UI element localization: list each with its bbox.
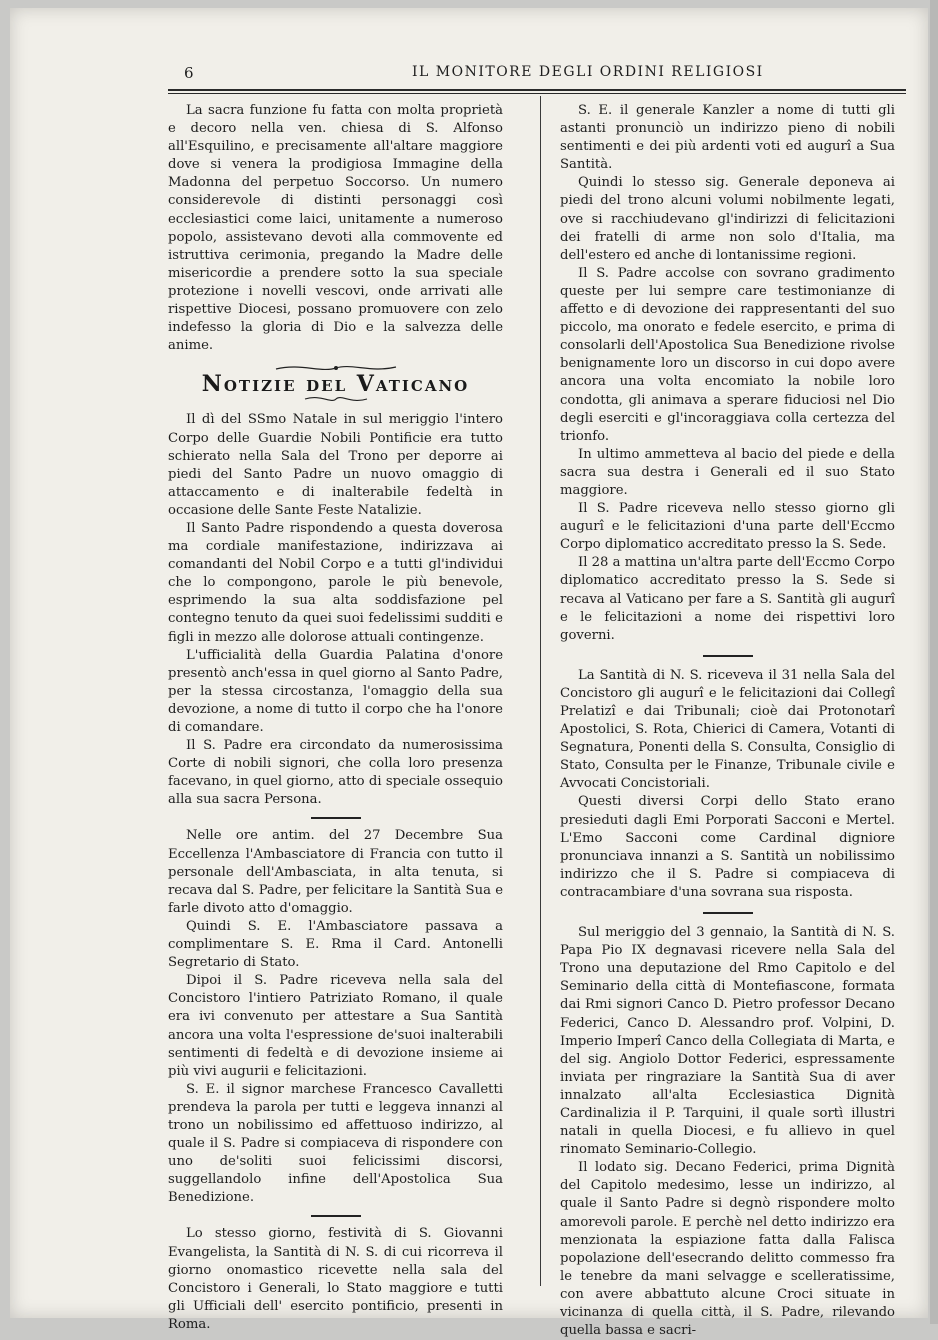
- separator-rule: [703, 912, 753, 914]
- paragraph: Il S. Padre accolse con sovrano gradimento queste per lui sempre care testimonianze di affetto e di devozione dei rappresentanti del suo piccolo, ma onorato e fedele esercito, e prima di consolarli dell'Apostolica Sua Benedizione rivolse benignamente loro un discorso in cui dopo avere ancora una volta encomiato la nobile loro condotta, gli animava a sperare fiduciosi nel Dio degli eserciti e gl'incoraggiava colla certezza del trionfo.: [560, 265, 895, 444]
- paragraph: Quindi S. E. l'Ambasciatore passava a complimentare S. E. Rma il Card. Antonelli Segretario di Stato.: [168, 918, 503, 971]
- paragraph: Sul meriggio del 3 gennaio, la Santità di N. S. Papa Pio IX degnavasi ricevere nella Sala del Trono una deputazione del Rmo Capitolo e del Seminario della città di Montefiascone, formata dai Rmi signori Canco D. Pietro professor Decano Federici, Canco D. Alessandro prof. Volpini, D. Imperio Imperî Canco della Collegiata di Marta, e del sig. Angiolo Dottor Federici, espressamente inviata per ringraziare la Santità Sua di aver innalzato all'alta Ecclesiastica Dignità Cardinalizia il P. Tarquini, il quale sortì illustri natali in quella Diocesi, e fu allievo in quel rinomato Seminario-Collegio.: [560, 925, 895, 1158]
- separator-rule: [311, 817, 361, 819]
- paragraph: Il 28 a mattina un'altra parte dell'Eccmo Corpo diplomatico accreditato presso la S. Sede si recava al Vaticano per fare a S. Santità gli augurî e le felicitazioni a nome dei rispettivi loro governi.: [560, 555, 895, 643]
- paragraph: Il S. Padre riceveva nello stesso giorno gli augurî e le felicitazioni d'una parte dell'Eccmo Corpo diplomatico accreditato presso la S. Sede.: [560, 501, 895, 553]
- separator-rule: [703, 655, 753, 657]
- paragraph: La Santità di N. S. riceveva il 31 nella Sala del Concistoro gli augurî e le felicitazioni dai Collegî Prelatizî e dai Tribunali; cioè dai Protonotarî Apostolici, S. Rota, Chierici di Camera, Votanti di Segnatura, Ponenti della S. Consulta, Consiglio di Stato, Consulta per le Finanze, Tribunale civile e Avvocati Concistoriali.: [560, 667, 895, 792]
- intro-paragraph: La sacra funzione fu fatta con molta proprietà e decoro nella ven. chiesa di S. Alfonso all'Esquilino, e precisamente all'altare maggiore dove si venera la prodigiosa Immagine della Madonna del perpetuo Soccorso. Un numero considerevole di distinti personaggi così ecclesiastici come laici, unitamente a numeroso popolo, assistevano devoti alla commovente ed istruttiva cerimonia, pregando la Madre delle misericordie a prendere sotto la sua speciale protezione i novelli vescovi, onde arrivati alle rispettive Diocesi, possano promuovere con zelo indefesso la gloria di Dio e la salvezza delle anime.: [168, 103, 503, 354]
- paragraph: L'ufficialità della Guardia Palatina d'onore presentò anch'essa in quel giorno al Santo Padre, per la stessa circostanza, l'omaggio della sua devozione, a nome di tutto il corpo che ha l'onore di comandare.: [168, 647, 503, 735]
- section-title: Notizie del Vaticano: [201, 371, 470, 398]
- paragraph: In ultimo ammetteva al bacio del piede e della sacra sua destra i Generali ed il suo Stato maggiore.: [560, 446, 895, 498]
- page-number: 6: [184, 64, 194, 82]
- separator-rule: [311, 1215, 361, 1217]
- paragraph: Dipoi il S. Padre riceveva nella sala del Concistoro l'intiero Patriziato Romano, il quale era ivi convenuto per attestare a Sua Santità ancora una volta l'espressione de'suoi inalterabili sentimenti di fedeltà e di devozione insieme ai più vivi augurii e felicitazioni.: [168, 973, 503, 1079]
- paragraph: Il lodato sig. Decano Federici, prima Dignità del Capitolo medesimo, lesse un indirizzo, al quale il Santo Padre si degnò rispondere molto amorevoli parole. E perchè nel detto indirizzo era menzionata la espiazione fatta dalla Falisca popolazione dell'esecrando delitto commesso fra le tenebre da mani selvagge e scelleratissime, con avere abbattuto alcune Croci situate in vicinanza di quella città, il S. Padre, rilevando quella bassa e sacri-: [560, 1160, 895, 1339]
- paragraph: S. E. il signor marchese Francesco Cavalletti prendeva la parola per tutti e leggeva innanzi al trono un nobilissimo ed affettuoso indirizzo, al quale il S. Padre si compiaceva di rispondere con uno de'soliti suoi felicissimi discorsi, suggellandolo infine dell'Apostolica Sua Benedizione.: [168, 1081, 503, 1206]
- left-column: [168, 102, 503, 1334]
- paragraph: Lo stesso giorno, festività di S. Giovanni Evangelista, la Santità di N. S. di cui ricorreva il giorno onomastico ricevette nella sala del Concistoro i Generali, lo Stato maggiore e tutti gli Ufficiali dell' esercito pontificio, presenti in Roma.: [168, 1226, 503, 1332]
- paragraph: Il S. Padre era circondato da numerosissima Corte di nobili signori, che colla loro presenza facevano, in quel giorno, atto di speciale ossequio alla sua sacra Persona.: [168, 738, 503, 808]
- paragraph: Il dì del SSmo Natale in sul meriggio l'intero Corpo delle Guardie Nobili Pontificie era tutto schierato nella Sala del Trono per deporre ai piedi del Santo Padre un nuovo omaggio di attaccamento e di inalterabile fedeltà in occasione delle Sante Feste Natalizie.: [168, 412, 503, 518]
- page-header: [170, 64, 910, 86]
- paragraph: S. E. il generale Kanzler a nome di tutti gli astanti pronunciò un indirizzo pieno di nobili sentimenti e dei più ardenti voti ed augurî a Sua Santità.: [560, 103, 895, 173]
- header-rule-thick: [168, 89, 906, 91]
- paragraph: Il Santo Padre rispondendo a questa doverosa ma cordiale manifestazione, indirizzava ai comandanti del Nobil Corpo e a tutti gl'individui che lo compongono, parole le più benevole, esprimendo la sua alta soddisfazione pel contegno tenuto da quei suoi fedelissimi sudditi e figli in mezzo alle dolorose attuali contingenze.: [168, 520, 503, 645]
- running-title: IL MONITORE DEGLI ORDINI RELIGIOSI: [412, 64, 764, 80]
- page-edge: [930, 0, 938, 1324]
- right-column: [560, 102, 895, 1340]
- paragraph: Quindi lo stesso sig. Generale deponeva ai piedi del trono alcuni volumi nobilmente legati, ove si racchiudevano gl'indirizzi di felicitazioni dei fratelli di arme non solo d'Italia, ma dell'estero ed anche di lontanissime regioni.: [560, 175, 895, 263]
- column-divider: [540, 96, 541, 1286]
- paragraph: Questi diversi Corpi dello Stato erano presieduti dagli Emi Porporati Sacconi e Mertel. L'Emo Sacconi come Cardinal digniore pronunciava innanzi a S. Santità un nobilissimo indirizzo che il S. Padre si compiaceva di contracambiare d'una sovrana sua risposta.: [560, 794, 895, 900]
- paragraph: Nelle ore antim. del 27 Decembre Sua Eccellenza l'Ambasciatore di Francia con tutto il personale dell'Ambasciata, in alta tenuta, si recava dal S. Padre, per felicitare la Santità Sua e farle divoto atto d'omaggio.: [168, 828, 503, 916]
- header-rule-thin: [168, 93, 906, 94]
- section-heading: [168, 361, 503, 405]
